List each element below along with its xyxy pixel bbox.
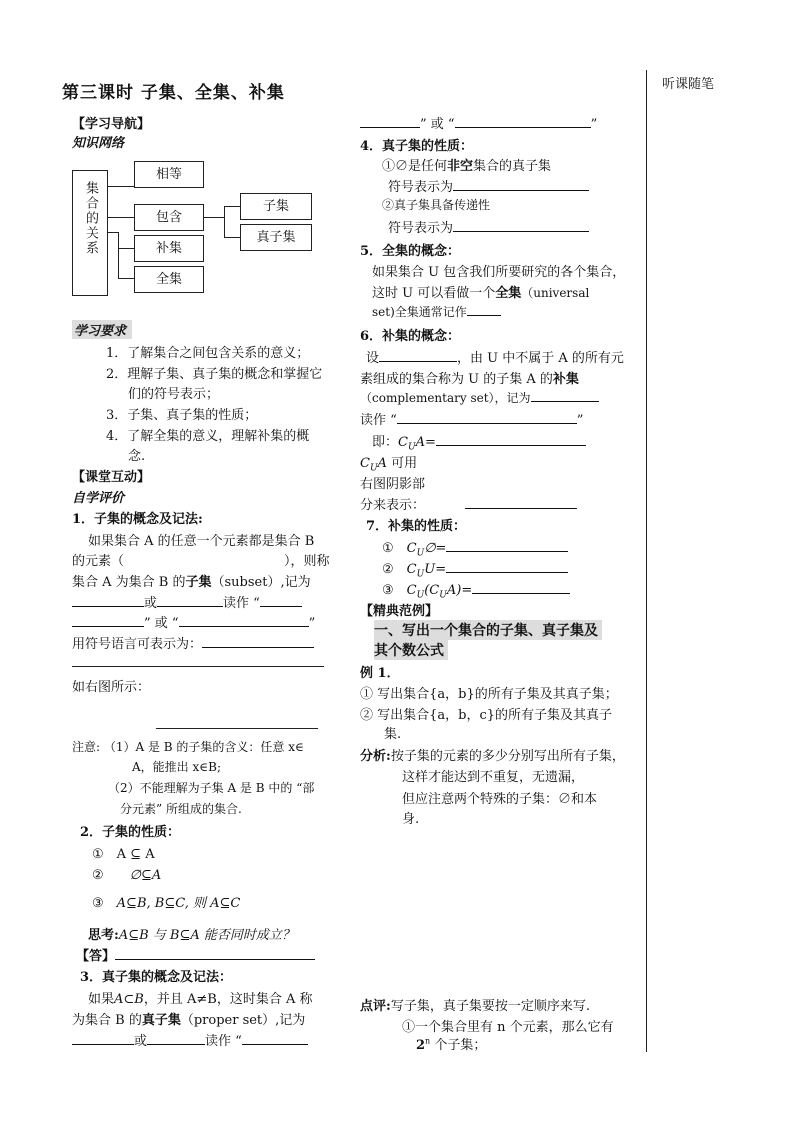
diagram-line: [108, 186, 134, 187]
section6-line: 右图阴影部: [360, 477, 426, 492]
math-sub: U: [407, 442, 416, 453]
blank-field[interactable]: [446, 561, 568, 573]
text: 设: [366, 351, 380, 366]
text: 或: [134, 1034, 148, 1049]
margin-divider: [646, 70, 647, 1052]
example-label: 例 1．: [360, 666, 400, 681]
text: 可用: [391, 456, 418, 471]
text: 符号表示为: [388, 221, 454, 236]
requirement-item: 4．了解全集的意义，理解补集的概: [106, 429, 310, 444]
text: ），则称: [284, 554, 330, 569]
note-line: 分元素” 所组成的集合.: [120, 802, 242, 816]
section7-title: 7．补集的性质：: [366, 519, 467, 534]
analysis-line: 身.: [402, 812, 420, 827]
section3-title: 3．真子集的概念及记法：: [80, 970, 233, 985]
text: ②: [92, 868, 104, 883]
blank-field[interactable]: [72, 615, 144, 627]
comment-line: [360, 995, 590, 1014]
diagram-line: [224, 206, 240, 207]
text: 个子集；: [430, 1038, 487, 1053]
section1-title: 1．子集的概念及记法:: [72, 512, 203, 527]
blank-field[interactable]: [436, 434, 586, 446]
text: （proper set）,记为: [180, 1013, 306, 1028]
example-question: ② 写出集合{a，b，c}的所有子集及其真子: [360, 708, 613, 723]
diagram-line: [118, 232, 119, 279]
diagram-line: [108, 232, 118, 233]
section4-title: 4．真子集的性质：: [360, 139, 474, 154]
text: （complementary set），记为: [360, 391, 531, 405]
comment-line: ①一个集合里有 n 个元素，那么它有: [402, 1020, 614, 1035]
blank-field[interactable]: [453, 220, 589, 232]
note-line: A，能推出 x∈B;: [132, 760, 221, 774]
diagram-contain-label: 包含: [155, 210, 182, 225]
text: 写子集，真子集要按一定顺序来写.: [390, 999, 590, 1014]
text: ”: [308, 616, 316, 631]
requirement-item: 2．理解子集、真子集的概念和掌握它: [106, 367, 323, 382]
section2-title: 2．子集的性质：: [80, 825, 181, 840]
requirement-item: 念.: [128, 449, 146, 464]
text: ，由 U 中不属于 A 的所有元: [457, 351, 624, 366]
text: ①: [382, 541, 394, 556]
blank-field[interactable]: [446, 540, 568, 552]
knowledge-net-heading: 知识网络: [72, 136, 125, 151]
text: n: [425, 1036, 431, 1046]
section4-line: [388, 217, 589, 236]
section6-title: 6．补集的概念：: [360, 329, 461, 344]
note-line: 注意: （1）A 是 B 的子集的含义：任意 x∈: [72, 740, 304, 754]
diagram-universal-label: 全集: [155, 272, 182, 287]
text: ”: [590, 117, 598, 132]
requirement-item: 们的符号表示；: [128, 387, 220, 402]
complement-property: ① $C_U\emptyset=$: [382, 537, 568, 559]
section4-line: [382, 155, 551, 174]
right-line: [360, 113, 597, 132]
term-universal: 全集: [495, 286, 522, 301]
section1-line: [72, 612, 315, 631]
math-rest: A=: [415, 435, 436, 450]
math-expr: $C_U(C_UA)$: [406, 583, 462, 601]
section3-line: [72, 1030, 308, 1049]
blank-field[interactable]: [472, 582, 570, 594]
text: 符号表示为: [388, 180, 454, 195]
blank-field[interactable]: [179, 615, 309, 627]
diagram-universal-box: [134, 266, 204, 293]
math-expr: $C_UU$: [406, 562, 436, 580]
diagram-complement-label: 补集: [155, 241, 182, 256]
section1-line: 如右图所示：: [72, 680, 151, 695]
text: ③: [382, 583, 394, 598]
guide-heading: 【学习导航】: [72, 117, 151, 132]
diagram-contain-box: [134, 204, 204, 231]
term-proper-subset: 真子集: [141, 1013, 181, 1028]
text: ”: [576, 413, 584, 428]
text: 集合 A 为集合 B 的: [72, 575, 186, 590]
text: 的元素（: [72, 554, 125, 569]
math-expr: A⊆B 与 B⊆A 能否同时成立？: [118, 928, 295, 943]
math-complement: $C_UA$: [360, 456, 387, 474]
blank-line[interactable]: [156, 728, 318, 729]
text: （universal: [521, 286, 590, 300]
blank-field[interactable]: [360, 116, 420, 128]
diagram-equal-label: 相等: [155, 167, 182, 182]
blank-field[interactable]: [72, 595, 144, 607]
requirements-heading: 学习要求: [72, 320, 132, 339]
analysis-line: 但应注意两个特殊的子集：∅和本: [402, 792, 598, 807]
think-line: [88, 924, 295, 943]
text: 分来表示：: [360, 498, 426, 513]
analysis-label: 分析:: [360, 749, 391, 764]
text: 或: [144, 596, 158, 611]
text: ①∅是任何: [382, 159, 448, 174]
requirement-item: 1．了解集合之间包含关系的意义；: [106, 346, 310, 361]
section1-line: [72, 550, 330, 569]
section5-line: 如果集合 U 包含我们所要研究的各个集合，: [372, 265, 626, 280]
blank-field[interactable]: [157, 595, 223, 607]
text: 读作 “: [205, 1034, 242, 1049]
blank-field[interactable]: [397, 412, 577, 424]
diagram-line: [204, 217, 224, 218]
blank-field[interactable]: [467, 304, 501, 316]
blank-field[interactable]: [115, 948, 315, 960]
diagram-line: [224, 237, 240, 238]
blank-field[interactable]: [147, 1033, 205, 1045]
comment-line: [416, 1034, 486, 1053]
blank-field[interactable]: [453, 179, 589, 191]
text: 读作 “: [223, 596, 260, 611]
diagram-root-box: [72, 170, 108, 296]
page-title: 第三课时 子集、全集、补集: [62, 83, 285, 103]
analysis-line: 这样才能达到不重复，无遗漏，: [402, 770, 585, 785]
self-eval-heading: 自学评价: [72, 491, 125, 506]
section4-line: ②真子集具备传递性: [382, 198, 491, 212]
answer-line: [76, 945, 315, 964]
math-sub: U: [369, 463, 378, 474]
section6-line: [360, 368, 579, 387]
diagram-line: [118, 278, 134, 279]
diagram-line: [108, 217, 134, 218]
text: 素组成的集合称为 U 的子集 A 的: [360, 372, 553, 387]
comment-label: 点评:: [360, 999, 391, 1014]
text: ” 或 “: [144, 616, 179, 631]
complement-property: ② $C_UU=$: [382, 558, 568, 580]
math-expr: A⊂B: [114, 992, 144, 1007]
text: 集合的真子集: [473, 159, 552, 174]
diagram-equal-box: [134, 161, 204, 188]
section6-line: [360, 409, 583, 428]
diagram-proper-subset-box: [240, 224, 312, 251]
diagram-subset-label: 子集: [262, 199, 289, 214]
math-complement: [398, 435, 436, 453]
blank-field[interactable]: [379, 350, 457, 362]
side-note-label: 听课随笔: [662, 77, 715, 92]
section1-line: [72, 571, 311, 590]
text: set)全集通常记作: [372, 305, 467, 319]
text: 如果: [88, 992, 115, 1007]
math-expr: ∅⊆A: [129, 868, 162, 883]
text: ③: [92, 896, 104, 911]
text: ，并且 A≠B，这时集合 A 称: [143, 992, 313, 1007]
math-c: C: [360, 456, 370, 471]
section5-title: 5．全集的概念：: [360, 244, 461, 259]
diagram-line: [118, 248, 134, 249]
blank-field[interactable]: [260, 595, 302, 607]
diagram-root-label: 集合的关系: [83, 181, 98, 256]
blank-field[interactable]: [242, 1033, 308, 1045]
requirement-item: 3．子集、真子集的性质；: [106, 408, 258, 423]
subset-property: ① A ⊆ A: [92, 847, 155, 862]
text: 2: [416, 1038, 426, 1053]
blank-field[interactable]: [531, 390, 599, 402]
section6-line: [360, 494, 577, 513]
subset-property: [92, 864, 161, 883]
section3-line: [88, 988, 312, 1007]
blank-field[interactable]: [455, 116, 591, 128]
diagram-line: [224, 206, 225, 238]
text: 按子集的元素的多少分别写出所有子集，: [390, 749, 625, 764]
section5-line: [372, 303, 501, 320]
blank-field[interactable]: [202, 636, 314, 648]
blank-line[interactable]: [72, 666, 324, 667]
think-label: 思考:: [88, 928, 119, 943]
subset-property: [92, 892, 240, 911]
answer-label: 【答】: [76, 949, 116, 964]
example-heading: 【精典范例】: [360, 604, 439, 619]
diagram-subset-box: [240, 193, 312, 220]
text: 这时 U 可以看做一个: [372, 286, 496, 301]
analysis-line: [360, 745, 625, 764]
text: 用符号语言可表示为：: [72, 637, 203, 652]
example-subheading: 其个数公式: [374, 640, 448, 660]
text: ②: [382, 562, 394, 577]
math-expr: $C_U\emptyset$: [406, 541, 436, 559]
example-subheading: 一、写出一个集合的子集、真子集及: [374, 620, 602, 640]
term-subset: 子集: [185, 575, 212, 590]
section1-line: [72, 592, 302, 611]
class-heading: 【课堂互动】: [72, 470, 151, 485]
example-question: ① 写出集合{a，b}的所有子集及其真子集；: [360, 687, 618, 702]
term-complement: 补集: [552, 372, 579, 387]
section6-line: [366, 347, 624, 366]
blank-field[interactable]: [72, 1033, 134, 1045]
text: （subset）,记为: [211, 575, 311, 590]
section6-line: [372, 431, 586, 453]
text: 为集合 B 的: [72, 1013, 142, 1028]
text: ” 或 “: [420, 117, 455, 132]
example-question: 集.: [384, 727, 402, 742]
complement-property: ③ $C_U(C_UA)=$: [382, 579, 570, 601]
text: 即：: [372, 435, 399, 450]
math-c: C: [398, 435, 408, 450]
text: 读作 “: [360, 413, 397, 428]
section4-line: [388, 176, 589, 195]
section1-line: [72, 633, 314, 652]
section5-line: [372, 282, 589, 301]
diagram-proper-subset-label: 真子集: [256, 230, 296, 245]
term-nonempty: 非空: [447, 159, 474, 174]
math-expr: A⊆B, B⊆C, 则 A⊆C: [116, 896, 241, 911]
blank-field[interactable]: [465, 497, 577, 509]
section3-line: [72, 1009, 305, 1028]
diagram-complement-box: [134, 235, 204, 262]
section6-line: [360, 389, 599, 406]
section6-line: [360, 452, 417, 474]
section1-line: 如果集合 A 的任意一个元素都是集合 B: [88, 534, 315, 549]
note-line: （2）不能理解为子集 A 是 B 中的 “部: [108, 781, 315, 795]
